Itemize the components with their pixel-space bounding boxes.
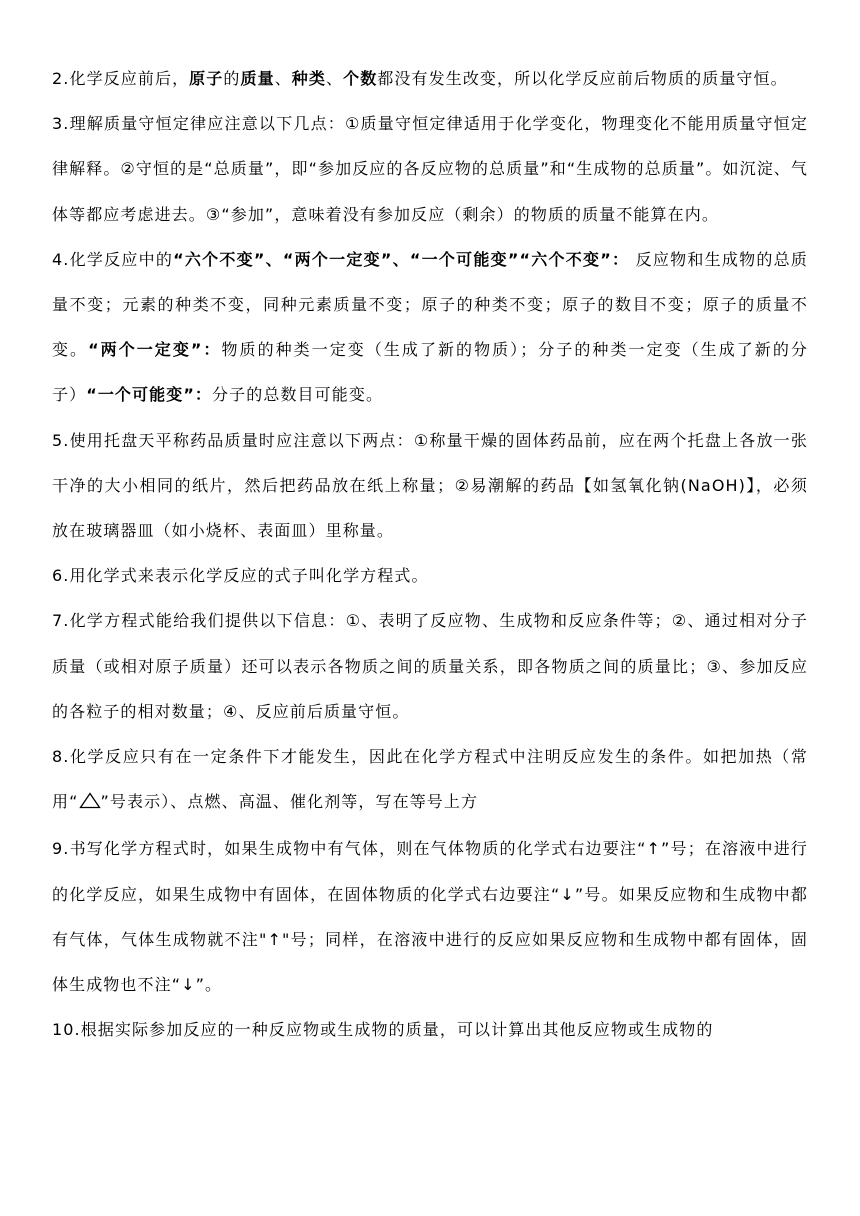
document-page — [52, 56, 808, 1052]
paragraph-p9 — [52, 826, 808, 1007]
text-run: 4.化学反应中的 — [52, 249, 174, 269]
paragraph-p6 — [52, 553, 808, 598]
paragraph-p10 — [52, 1007, 808, 1052]
paragraph-p7 — [52, 598, 808, 734]
bold-text: 原子 — [189, 69, 224, 88]
bold-text: “一个可能变”： — [86, 385, 213, 405]
paragraph-p8 — [52, 734, 808, 826]
bold-text: 种类 — [291, 69, 326, 88]
bold-text: “六个不变”、“两个一定变”、“一个可能变”“六个不变”： — [173, 249, 630, 269]
bold-text: 个数 — [343, 69, 378, 88]
text-run: 的 — [223, 69, 241, 88]
text-run: 、 — [274, 69, 292, 88]
text-run: 物质的种类一定变（生成了新的物质）；分子的种类一定变（生成了新的分子） — [52, 340, 808, 405]
text-run: 都没有发生改变，所以化学反应前后物质的质量守恒。 — [377, 69, 788, 88]
text-run: 10.根据实际参加反应的一种反应物或生成物的质量，可以计算出其他反应物或生成物的 — [52, 1020, 714, 1040]
text-run: 分子的总数目可能变。 — [212, 385, 384, 405]
paragraph-p4 — [52, 237, 808, 418]
text-run: 8.化学反应只有在一定条件下才能发生，因此在化学方程式中注明反应发生的条件。如把加热（常用“ — [52, 747, 808, 812]
paragraph-p5 — [52, 418, 808, 554]
text-run: 、 — [326, 69, 344, 88]
text-run: 6.用化学式来表示化学反应的式子叫化学方程式。 — [52, 566, 429, 586]
text-run: 2.化学反应前后， — [52, 69, 190, 88]
paragraph-p3 — [52, 101, 808, 237]
text-run: ”号表示）、点燃、高温、催化剂等，写在等号上方 — [100, 792, 479, 812]
text-run: 反应物和生成物的总质量不变；元素的种类不变，同种元素质量不变；原子的种类不变；原子的数目不变；原子的质量不变。 — [52, 249, 808, 360]
triangle-icon — [79, 781, 101, 826]
text-run: 9.书写化学方程式时，如果生成物中有气体，则在气体物质的化学式右边要注“↑”号；在溶液中进行的化学反应，如果生成物中有固体，在固体物质的化学式右边要注“↓”号。如果反应物和生成物中都有气体，气体生成物就不注"↑"号；同样，在溶液中进行的反应如果反应物和生成物中都有固体，固体生成物也不注“↓”。 — [52, 839, 808, 995]
text-run: 7.化学方程式能给我们提供以下信息：①、表明了反应物、生成物和反应条件等；②、通过相对分子质量（或相对原子质量）还可以表示各物质之间的质量关系，即各物质之间的质量比；③、参加反应的各粒子的相对数量；④、反应前后质量守恒。 — [52, 611, 808, 721]
bold-text: 质量 — [240, 69, 275, 88]
paragraph-p2 — [52, 56, 808, 101]
text-run: 5.使用托盘天平称药品质量时应注意以下两点：①称量干燥的固体药品前，应在两个托盘上各放一张干净的大小相同的纸片，然后把药品放在纸上称量；②易潮解的药品【如氢氧化钠(NaOH)】，必须放在玻璃器皿（如小烧杯、表面皿）里称量。 — [52, 430, 808, 541]
bold-text: “两个一定变”： — [88, 340, 222, 360]
text-run: 3.理解质量守恒定律应注意以下几点：①质量守恒定律适用于化学变化，物理变化不能用质量守恒定律解释。②守恒的是“总质量”，即“参加反应的各反应物的总质量”和“生成物的总质量”。如沉淀、气体等都应考虑进去。③“参加”，意味着没有参加反应（剩余）的物质的质量不能算在内。 — [52, 114, 808, 224]
